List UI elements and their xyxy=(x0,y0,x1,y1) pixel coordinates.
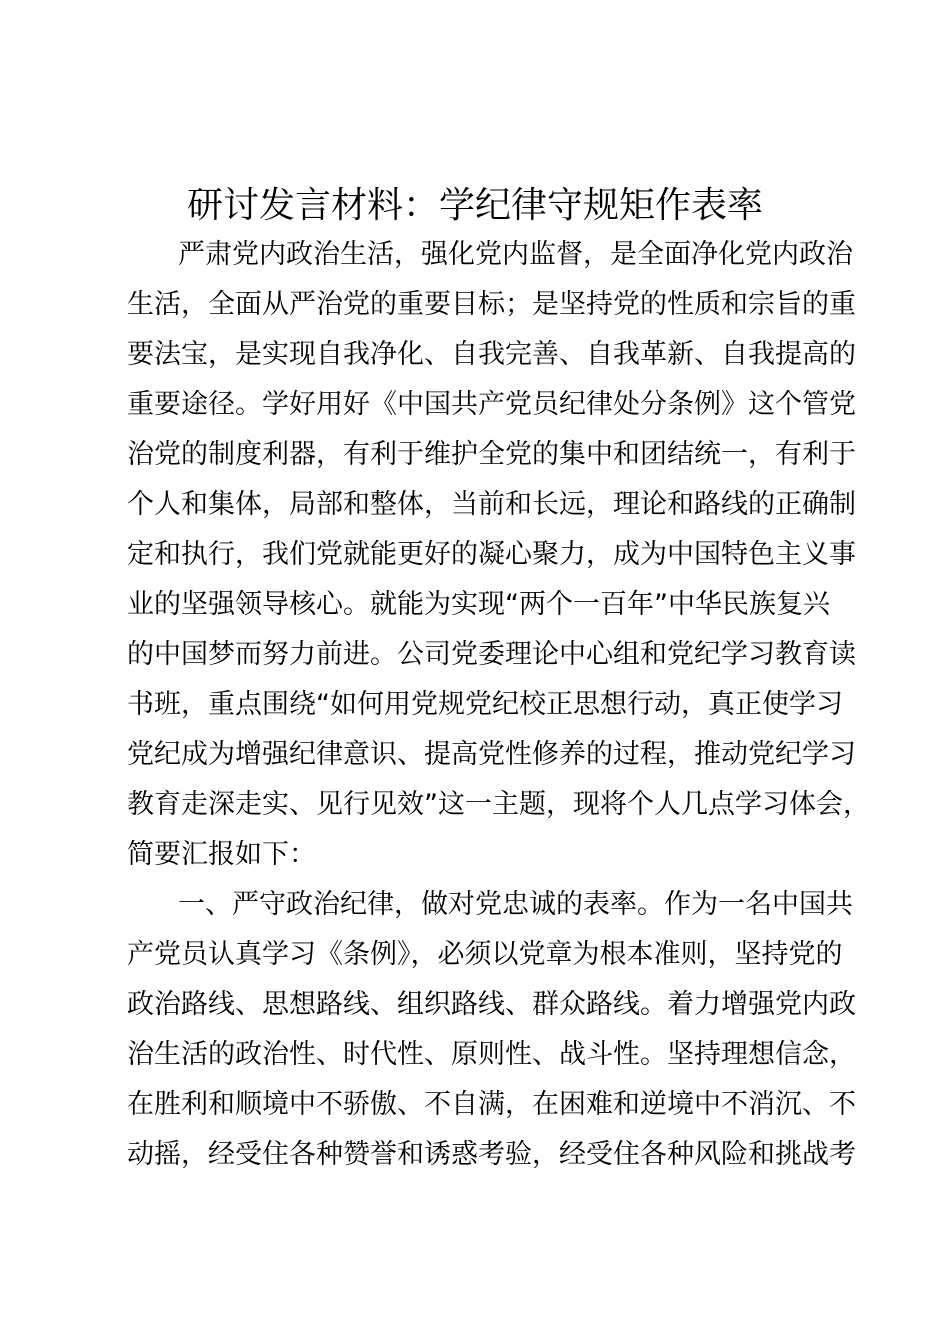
text-line: 要法宝，是实现自我净化、自我完善、自我革新、自我提高的 xyxy=(127,339,856,370)
text-line: 一、严守政治纪律，做对党忠诚的表率。作为一名中国共 xyxy=(178,889,853,920)
text-line: 重要途径。学好用好《中国共产党员纪律处分条例》这个管党 xyxy=(127,389,856,420)
text-line: 个人和集体，局部和整体，当前和长远，理论和路线的正确制 xyxy=(127,489,856,520)
text-line: 治生活的政治性、时代性、原则性、战斗性。坚持理想信念， xyxy=(127,1039,856,1070)
text-line: 书班，重点围绕“如何用党规党纪校正思想行动，真正使学习 xyxy=(127,689,843,720)
text-line: 治党的制度利器，有利于维护全党的集中和团结统一，有利于 xyxy=(127,439,856,470)
text-line: 严肃党内政治生活，强化党内监督，是全面净化党内政治 xyxy=(178,239,853,270)
text-line: 的中国梦而努力前进。公司党委理论中心组和党纪学习教育读 xyxy=(127,639,856,670)
document-title: 研讨发言材料：学纪律守规矩作表率 xyxy=(186,185,763,226)
text-line: 政治路线、思想路线、组织路线、群众路线。着力增强党内政 xyxy=(127,989,856,1020)
text-line: 动摇，经受住各种赞誉和诱惑考验，经受住各种风险和挑战考 xyxy=(127,1139,856,1170)
text-line: 定和执行，我们党就能更好的凝心聚力，成为中国特色主义事 xyxy=(127,539,856,570)
text-line: 生活，全面从严治党的重要目标；是坚持党的性质和宗旨的重 xyxy=(127,289,856,320)
text-line: 党纪成为增强纪律意识、提高党性修养的过程，推动党纪学习 xyxy=(127,739,856,770)
text-line: 在胜利和顺境中不骄傲、不自满，在困难和逆境中不消沉、不 xyxy=(127,1089,856,1120)
text-line: 简要汇报如下： xyxy=(127,839,316,870)
text-line: 产党员认真学习《条例》，必须以党章为根本准则，坚持党的 xyxy=(127,939,843,970)
text-line: 业的坚强领导核心。就能为实现“两个一百年”中华民族复兴 xyxy=(127,589,830,620)
text-line: 教育走深走实、见行见效”这一主题，现将个人几点学习体会， xyxy=(127,789,870,820)
